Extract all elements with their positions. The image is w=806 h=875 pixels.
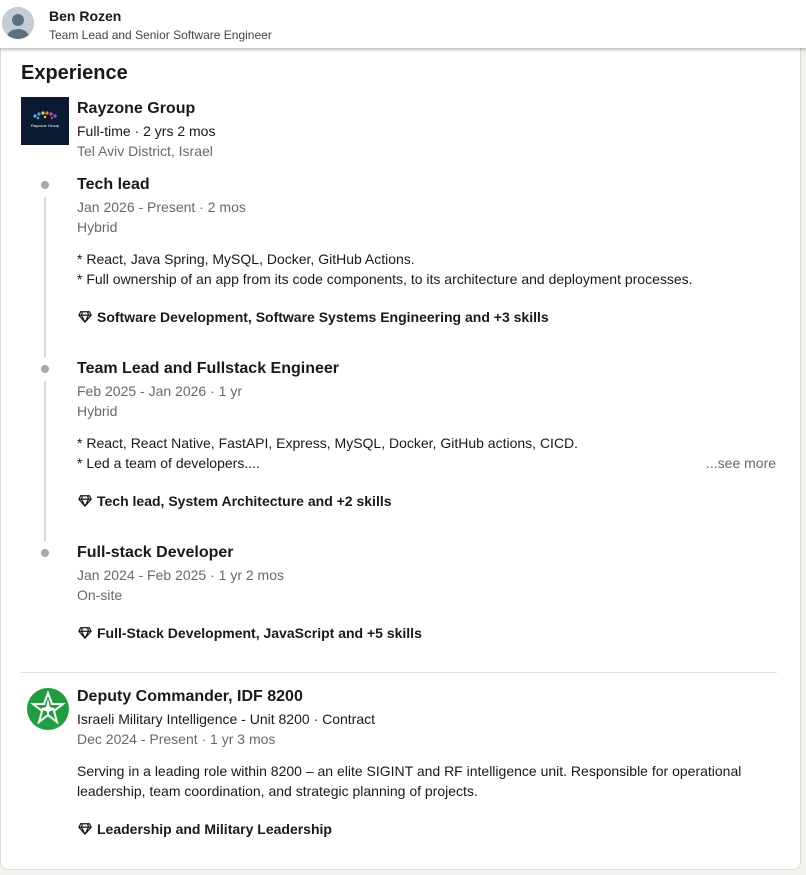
employment-type: Full-time · 2 yrs 2 mos <box>77 123 216 139</box>
role-dates: Jan 2024 - Feb 2025 · 1 yr 2 mos <box>77 567 284 583</box>
company-location: Tel Aviv District, Israel <box>77 143 213 159</box>
role-workplace: Hybrid <box>77 403 118 419</box>
role-dates: Feb 2025 - Jan 2026 · 1 yr <box>77 383 242 399</box>
role-skills[interactable] <box>78 821 332 837</box>
skills-text: Leadership and Military Leadership <box>97 821 332 837</box>
timeline-line <box>44 197 46 357</box>
organization-name[interactable]: Israeli Military Intelligence - Unit 8200 · Contract <box>77 711 376 727</box>
role-workplace: Hybrid <box>77 219 118 235</box>
profile-name[interactable]: Ben Rozen <box>49 8 122 24</box>
role-workplace: On-site <box>77 587 123 603</box>
rayzone-logo-text: Rayzone Group <box>30 123 60 128</box>
profile-sticky-header <box>0 0 806 48</box>
profile-headline: Team Lead and Senior Software Engineer <box>49 28 272 42</box>
rayzone-logo-icon <box>21 97 69 145</box>
timeline-dot <box>41 549 49 557</box>
role-skills[interactable] <box>78 625 422 641</box>
diamond-skill-icon <box>78 626 92 640</box>
rayzone-logo[interactable] <box>21 97 69 145</box>
timeline-dot <box>41 181 49 189</box>
diamond-skill-icon <box>78 494 92 508</box>
role-description-line: * Led a team of developers.... <box>77 455 260 471</box>
section-title: Experience <box>21 62 128 84</box>
company-name-rayzone[interactable]: Rayzone Group <box>77 100 196 117</box>
role-description-line: leadership, team coordination, and strategic planning of projects. <box>77 783 478 799</box>
skills-text: Software Development, Software Systems Engineering and +3 skills <box>97 309 549 325</box>
page-background-strip <box>0 870 806 875</box>
person-silhouette-icon <box>2 7 34 39</box>
role-dates: Jan 2026 - Present · 2 mos <box>77 199 246 215</box>
avatar[interactable] <box>2 7 34 39</box>
skills-text: Tech lead, System Architecture and +2 skills <box>97 493 392 509</box>
role-skills[interactable] <box>78 493 392 509</box>
skills-text: Full-Stack Development, JavaScript and +5 skills <box>97 625 422 641</box>
timeline-line <box>44 381 46 541</box>
role-title-team-lead[interactable]: Team Lead and Fullstack Engineer <box>77 360 339 377</box>
timeline-dot <box>41 365 49 373</box>
role-description-line: * React, Java Spring, MySQL, Docker, GitHub Actions. <box>77 251 415 267</box>
role-dates: Dec 2024 - Present · 1 yr 3 mos <box>77 731 276 747</box>
idf-emblem-icon <box>21 685 69 733</box>
diamond-skill-icon <box>78 310 92 324</box>
role-title-fullstack-developer[interactable]: Full-stack Developer <box>77 544 234 561</box>
role-description-line: Serving in a leading role within 8200 – an elite SIGINT and RF intelligence unit. Responsible for operational <box>77 763 742 779</box>
idf-8200-logo[interactable] <box>21 685 69 733</box>
experience-divider <box>21 672 777 673</box>
role-description-line: * Full ownership of an app from its code components, to its architecture and deployment processes. <box>77 271 693 287</box>
role-title-tech-lead[interactable]: Tech lead <box>77 176 150 193</box>
see-more-button[interactable]: ...see more <box>706 455 777 471</box>
role-title-deputy-commander[interactable]: Deputy Commander, IDF 8200 <box>77 688 303 705</box>
role-skills[interactable] <box>78 309 549 325</box>
diamond-skill-icon <box>78 822 92 836</box>
role-description-line: * React, React Native, FastAPI, Express, MySQL, Docker, GitHub actions, CICD. <box>77 435 579 451</box>
